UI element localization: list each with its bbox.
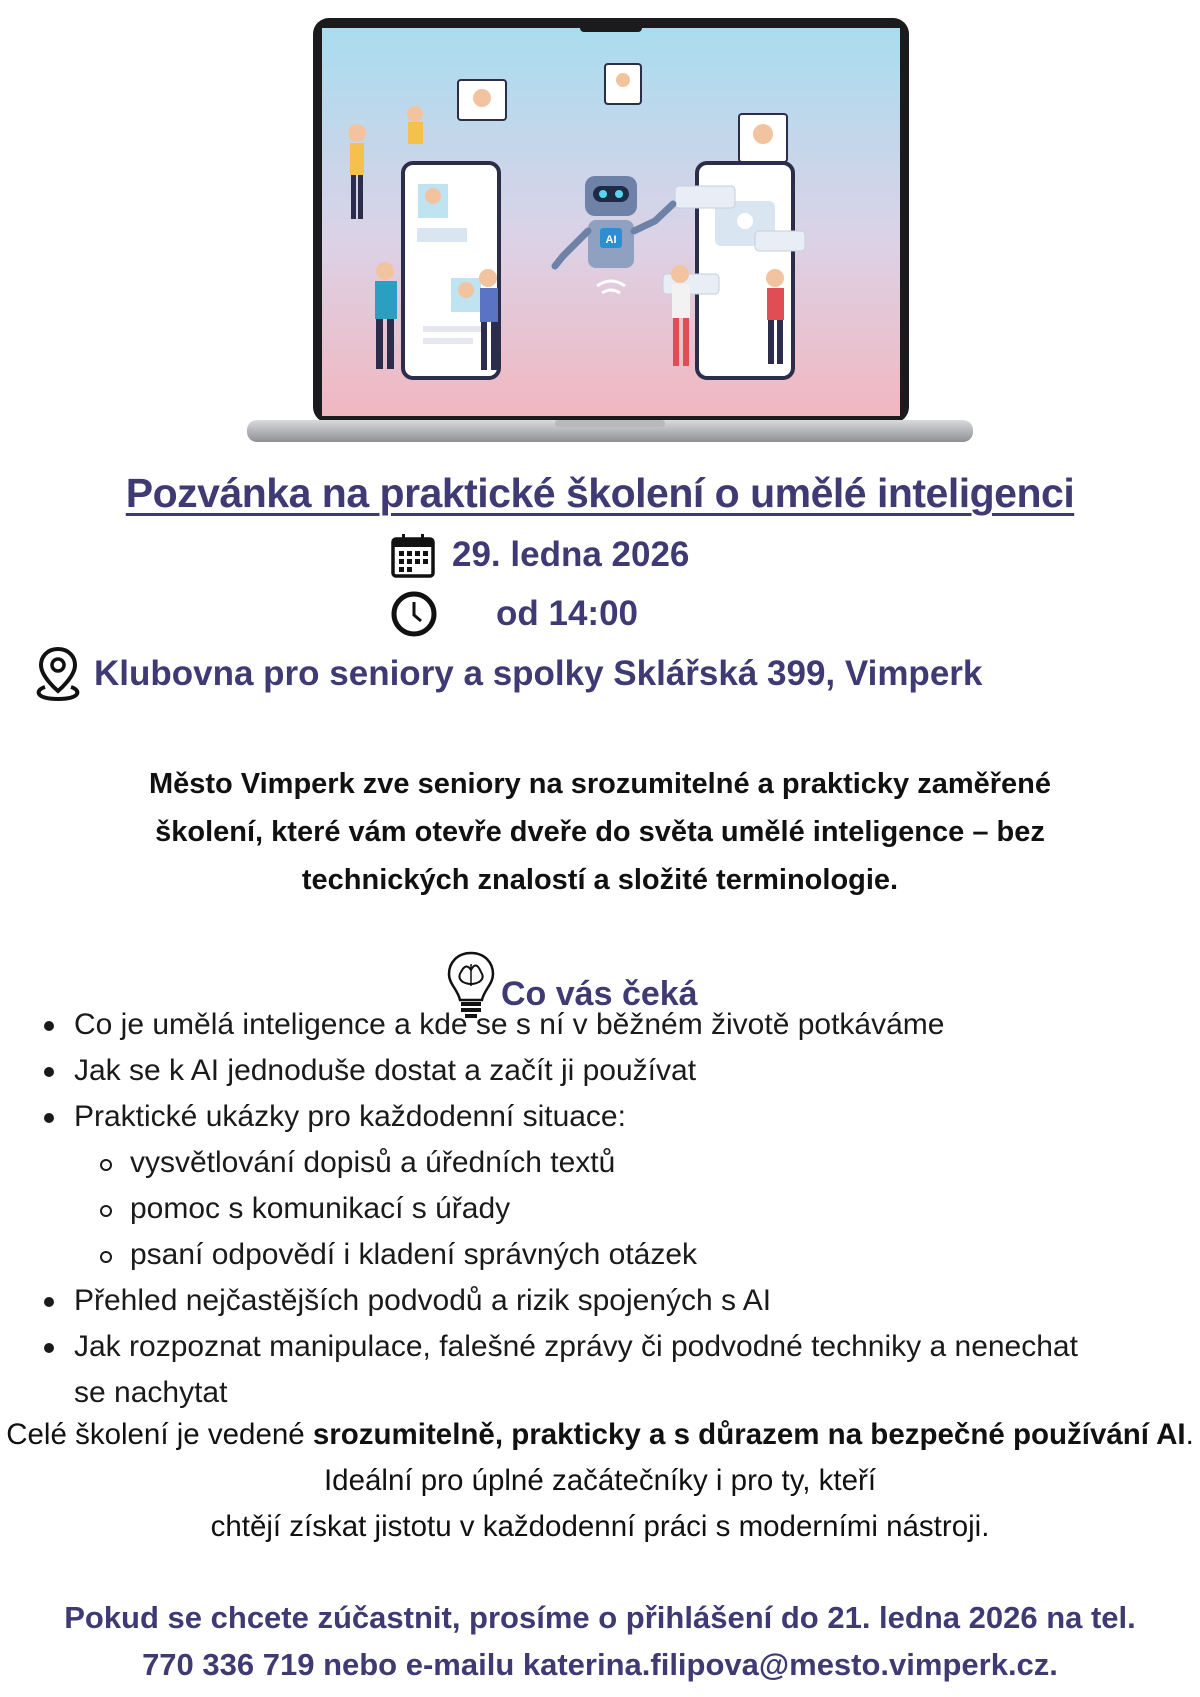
sub-list-item: psaní odpovědí i kladení správných otázek	[38, 1232, 1168, 1278]
location-text: Klubovna pro seniory a spolky Sklářská 399, Vimperk	[94, 654, 983, 693]
sub-list-item: vysvětlování dopisů a úředních textů	[38, 1140, 1168, 1186]
outro-text: . Ideální pro úplné začátečníky i pro ty, kteří	[323, 1418, 1194, 1497]
list-item: Praktické ukázky pro každodenní situace:	[38, 1094, 1168, 1140]
calendar-icon	[390, 532, 436, 578]
location-pin-icon	[30, 645, 86, 703]
outro-text: Celé školení je vedené	[6, 1418, 313, 1451]
event-location	[30, 645, 982, 703]
intro-line: technických znalostí a složité terminologie.	[301, 864, 899, 896]
date-text: 29. ledna 2026	[452, 535, 690, 574]
page-title: Pozvánka na praktické školení o umělé inteligenci	[125, 470, 1075, 516]
registration-contact: 770 336 719 nebo e-mailu katerina.filipova@mesto.vimperk.cz.	[142, 1647, 1058, 1682]
event-time	[390, 590, 638, 638]
closing-paragraph	[0, 1412, 1200, 1550]
event-date	[390, 532, 689, 578]
time-text: od 14:00	[496, 594, 638, 633]
intro-paragraph	[0, 760, 1200, 904]
agenda-heading-text: Co vás čeká	[501, 975, 698, 1013]
list-item: Jak rozpoznat manipulace, falešné zprávy či podvodné techniky a nenechat se nachytat	[38, 1324, 1168, 1416]
list-item: Přehled nejčastějších podvodů a rizik spojených s AI	[38, 1278, 1168, 1324]
registration-line: Pokud se chcete zúčastnit, prosíme o přihlášení do 21. ledna 2026 na tel.	[64, 1600, 1136, 1635]
outro-text: chtějí získat jistotu v každodenní práci s moderními nástroji.	[210, 1510, 990, 1543]
list-item: Jak se k AI jednoduše dostat a začít ji používat	[38, 1048, 1168, 1094]
list-item: Co je umělá inteligence a kde se s ní v běžném životě potkáváme	[38, 1002, 1168, 1048]
intro-line: Město Vimperk zve seniory na srozumitelné a prakticky zaměřené	[148, 768, 1052, 800]
clock-icon	[390, 590, 438, 638]
intro-line: školení, které vám otevře dveře do světa umělé inteligence – bez	[155, 816, 1045, 848]
ai-badge: AI	[605, 234, 617, 246]
sub-list-item: pomoc s komunikací s úřady	[38, 1186, 1168, 1232]
registration-info	[0, 1594, 1200, 1688]
laptop-ai-illustration	[245, 16, 975, 451]
outro-emphasis: srozumitelně, prakticky a s důrazem na bezpečné používání AI	[312, 1418, 1186, 1451]
agenda-list	[38, 1002, 1168, 1416]
